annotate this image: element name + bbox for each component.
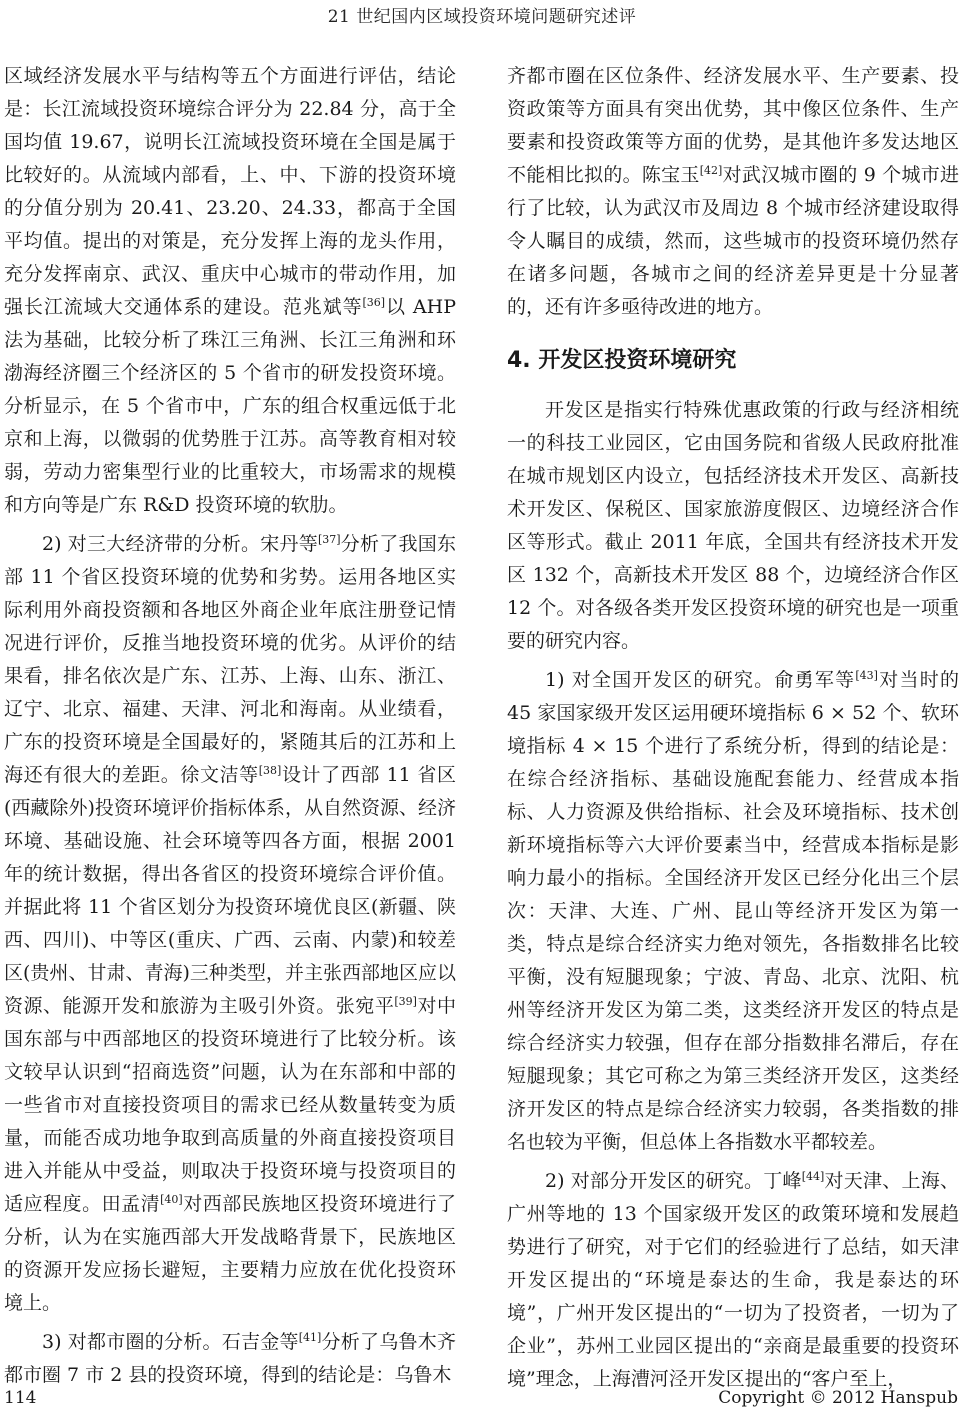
running-head: 21 世纪国内区域投资环境问题研究述评 bbox=[327, 7, 637, 27]
paragraph: 开发区是指实行特殊优惠政策的行政与经济相统一的科技工业园区，它由国务院和省级人民政府批准在城市规划区内设立，包括经济技术开发区、高新技术开发区、保税区、国家旅游度假区、边境经济合作区等形式。截止 2011 年底，全国共有经济技术开发区 132 个，高新技术开发区 88 个，边境经济合作区 12 个。对各级各类开发区投资环境的研究也是一项重要的研究内容。 bbox=[507, 399, 959, 652]
paragraph-text: 对中国东部与中西部地区的投资环境进行了比较分析。该文较早认识到“招商选资”问题，认为在东部和中部的一些省市对直接投资项目的需求已经从数量转变为质量，而能否成功地争取到高质量的外商直接投资项目进入并能从中受益，则取决于投资环境与投资项目的适应程度。田孟清 bbox=[4, 995, 456, 1215]
paragraph-text: 分析了乌鲁木齐都市圈 7 市 2 县的投资环境，得到的结论是：乌鲁木 bbox=[4, 1331, 456, 1386]
copyright-notice: Copyright © 2012 Hanspub bbox=[718, 1388, 958, 1408]
paragraph bbox=[507, 1165, 959, 1396]
page-number: 114 bbox=[4, 1388, 37, 1408]
citation-ref[interactable]: [43] bbox=[855, 669, 878, 682]
paragraph-text: 对西部民族地区投资环境进行了分析，认为在实施西部大开发战略背景下，民族地区的资源开发应扬长避短，主要精力应放在优化投资环境上。 bbox=[4, 1193, 456, 1314]
citation-ref[interactable]: [36] bbox=[362, 296, 386, 309]
citation-ref[interactable]: [42] bbox=[699, 164, 723, 177]
paragraph-text: 2) 对部分开发区的研究。丁峰 bbox=[545, 1170, 802, 1192]
citation-ref[interactable]: [39] bbox=[394, 995, 417, 1008]
paragraph-text: 设计了西部 11 省区(西藏除外)投资环境评价指标体系，从自然资源、经济环境、基础设施、社会环境等四各方面，根据 2001 年的统计数据，得出各省区的投资环境综合评价值。并据此将 11 个省区划分为投资环境优良区(新疆、陕西、四川)、中等区(重庆、广西、云南、内蒙)和较差区(贵州、甘肃、青海)三种类型，并主张西部地区应以资源、能源开发和旅游为主吸引外资。张宛平 bbox=[4, 764, 456, 1017]
paragraph-text: 1) 对全国开发区的研究。俞勇军等 bbox=[545, 669, 856, 691]
paragraph bbox=[4, 528, 456, 1320]
paragraph bbox=[507, 664, 959, 1159]
paragraph-text: 区域经济发展水平与结构等五个方面进行评估，结论是：长江流域投资环境综合评分为 22.84 分，高于全国均值 19.67，说明长江流域投资环境在全国是属于比较好的。从流域内部看，上、中、下游的投资环境的分值分别为 20.41、23.20、24.33，都高于全国平均值。提出的对策是，充分发挥上海的龙头作用，充分发挥南京、武汉、重庆中心城市的带动作用，加强长江流域大交通体系的建设。范兆斌等 bbox=[4, 65, 456, 318]
citation-ref[interactable]: [40] bbox=[160, 1193, 183, 1206]
paragraph-text: 2) 对三大经济带的分析。宋丹等 bbox=[42, 533, 318, 555]
paragraph bbox=[4, 60, 456, 522]
paragraph bbox=[507, 60, 959, 324]
citation-ref[interactable]: [37] bbox=[317, 533, 341, 546]
paragraph bbox=[4, 1326, 456, 1392]
right-column bbox=[507, 60, 959, 1396]
paragraph-text: 3) 对都市圈的分析。石吉金等 bbox=[42, 1331, 299, 1353]
paragraph-text: 齐都市圈在区位条件、经济发展水平、生产要素、投资政策等方面具有突出优势，其中像区位条件、生产要素和投资政策等方面的优势，是其他许多发达地区不能相比拟的。陈宝玉 bbox=[507, 65, 959, 186]
citation-ref[interactable]: [38] bbox=[258, 764, 282, 777]
paragraph-text: 对当时的 45 家国家级开发区运用硬环境指标 6 × 52 个、软环境指标 4 × 15 个进行了系统分析，得到的结论是：在综合经济指标、基础设施配套能力、经营成本指标、人力资源及供给指标、社会及环境指标、技术创新环境指标等六大评价要素当中，经营成本指标是影响力最小的指标。全国经济开发区已经分化出三个层次：天津、大连、广州、昆山等经济开发区为第一类，特点是综合经济实力绝对领先，各指数排名比较平衡，没有短腿现象；宁波、青岛、北京、沈阳、杭州等经济开发区为第二类，这类经济开发区的特点是综合经济实力较强，但存在部分指数排名滞后，存在短腿现象；其它可称之为第三类经济开发区，这类经济开发区的特点是综合经济实力较弱，各类指数的排名也较为平衡，但总体上各指数水平都较差。 bbox=[507, 669, 959, 1153]
paragraph-text: 以 AHP 法为基础，比较分析了珠江三角洲、长江三角洲和环渤海经济圈三个经济区的 5 个省市的研发投资环境。分析显示，在 5 个省市中，广东的组合权重远低于北京和上海，以微弱的优势胜于江苏。高等教育相对较弱，劳动力密集型行业的比重较大，市场需求的规模和方向等是广东 R&D 投资环境的软肋。 bbox=[4, 296, 456, 516]
citation-ref[interactable]: [44] bbox=[801, 1170, 825, 1183]
paragraph-text: 对天津、上海、广州等地的 13 个国家级开发区的政策环境和发展趋势进行了研究，对于它们的经验进行了总结，如天津开发区提出的“环境是泰达的生命，我是泰达的环境”，广州开发区提出的“一切为了投资者，一切为了企业”，苏州工业园区提出的“亲商是最重要的投资环境”理念，上海漕河泾开发区提出的“客户至上， bbox=[507, 1170, 959, 1390]
paragraph-text: 分析了我国东部 11 个省区投资环境的优势和劣势。运用各地区实际利用外商投资额和各地区外商企业年底注册登记情况进行评价，反推当地投资环境的优劣。从评价的结果看，排名依次是广东、江苏、上海、山东、浙江、辽宁、北京、福建、天津、河北和海南。从业绩看，广东的投资环境是全国最好的，紧随其后的江苏和上海还有很大的差距。徐文洁等 bbox=[4, 533, 456, 786]
citation-ref[interactable]: [41] bbox=[298, 1331, 322, 1344]
left-column bbox=[4, 60, 456, 1392]
paragraph-text: 对武汉城市圈的 9 个城市进行了比较，认为武汉市及周边 8 个城市经济建设取得令人瞩目的成绩，然而，这些城市的投资环境仍然存在诸多问题，各城市之间的经济差异更是十分显著的，还有许多亟待改进的地方。 bbox=[507, 164, 959, 318]
section-heading: 4. 开发区投资环境研究 bbox=[507, 348, 737, 373]
